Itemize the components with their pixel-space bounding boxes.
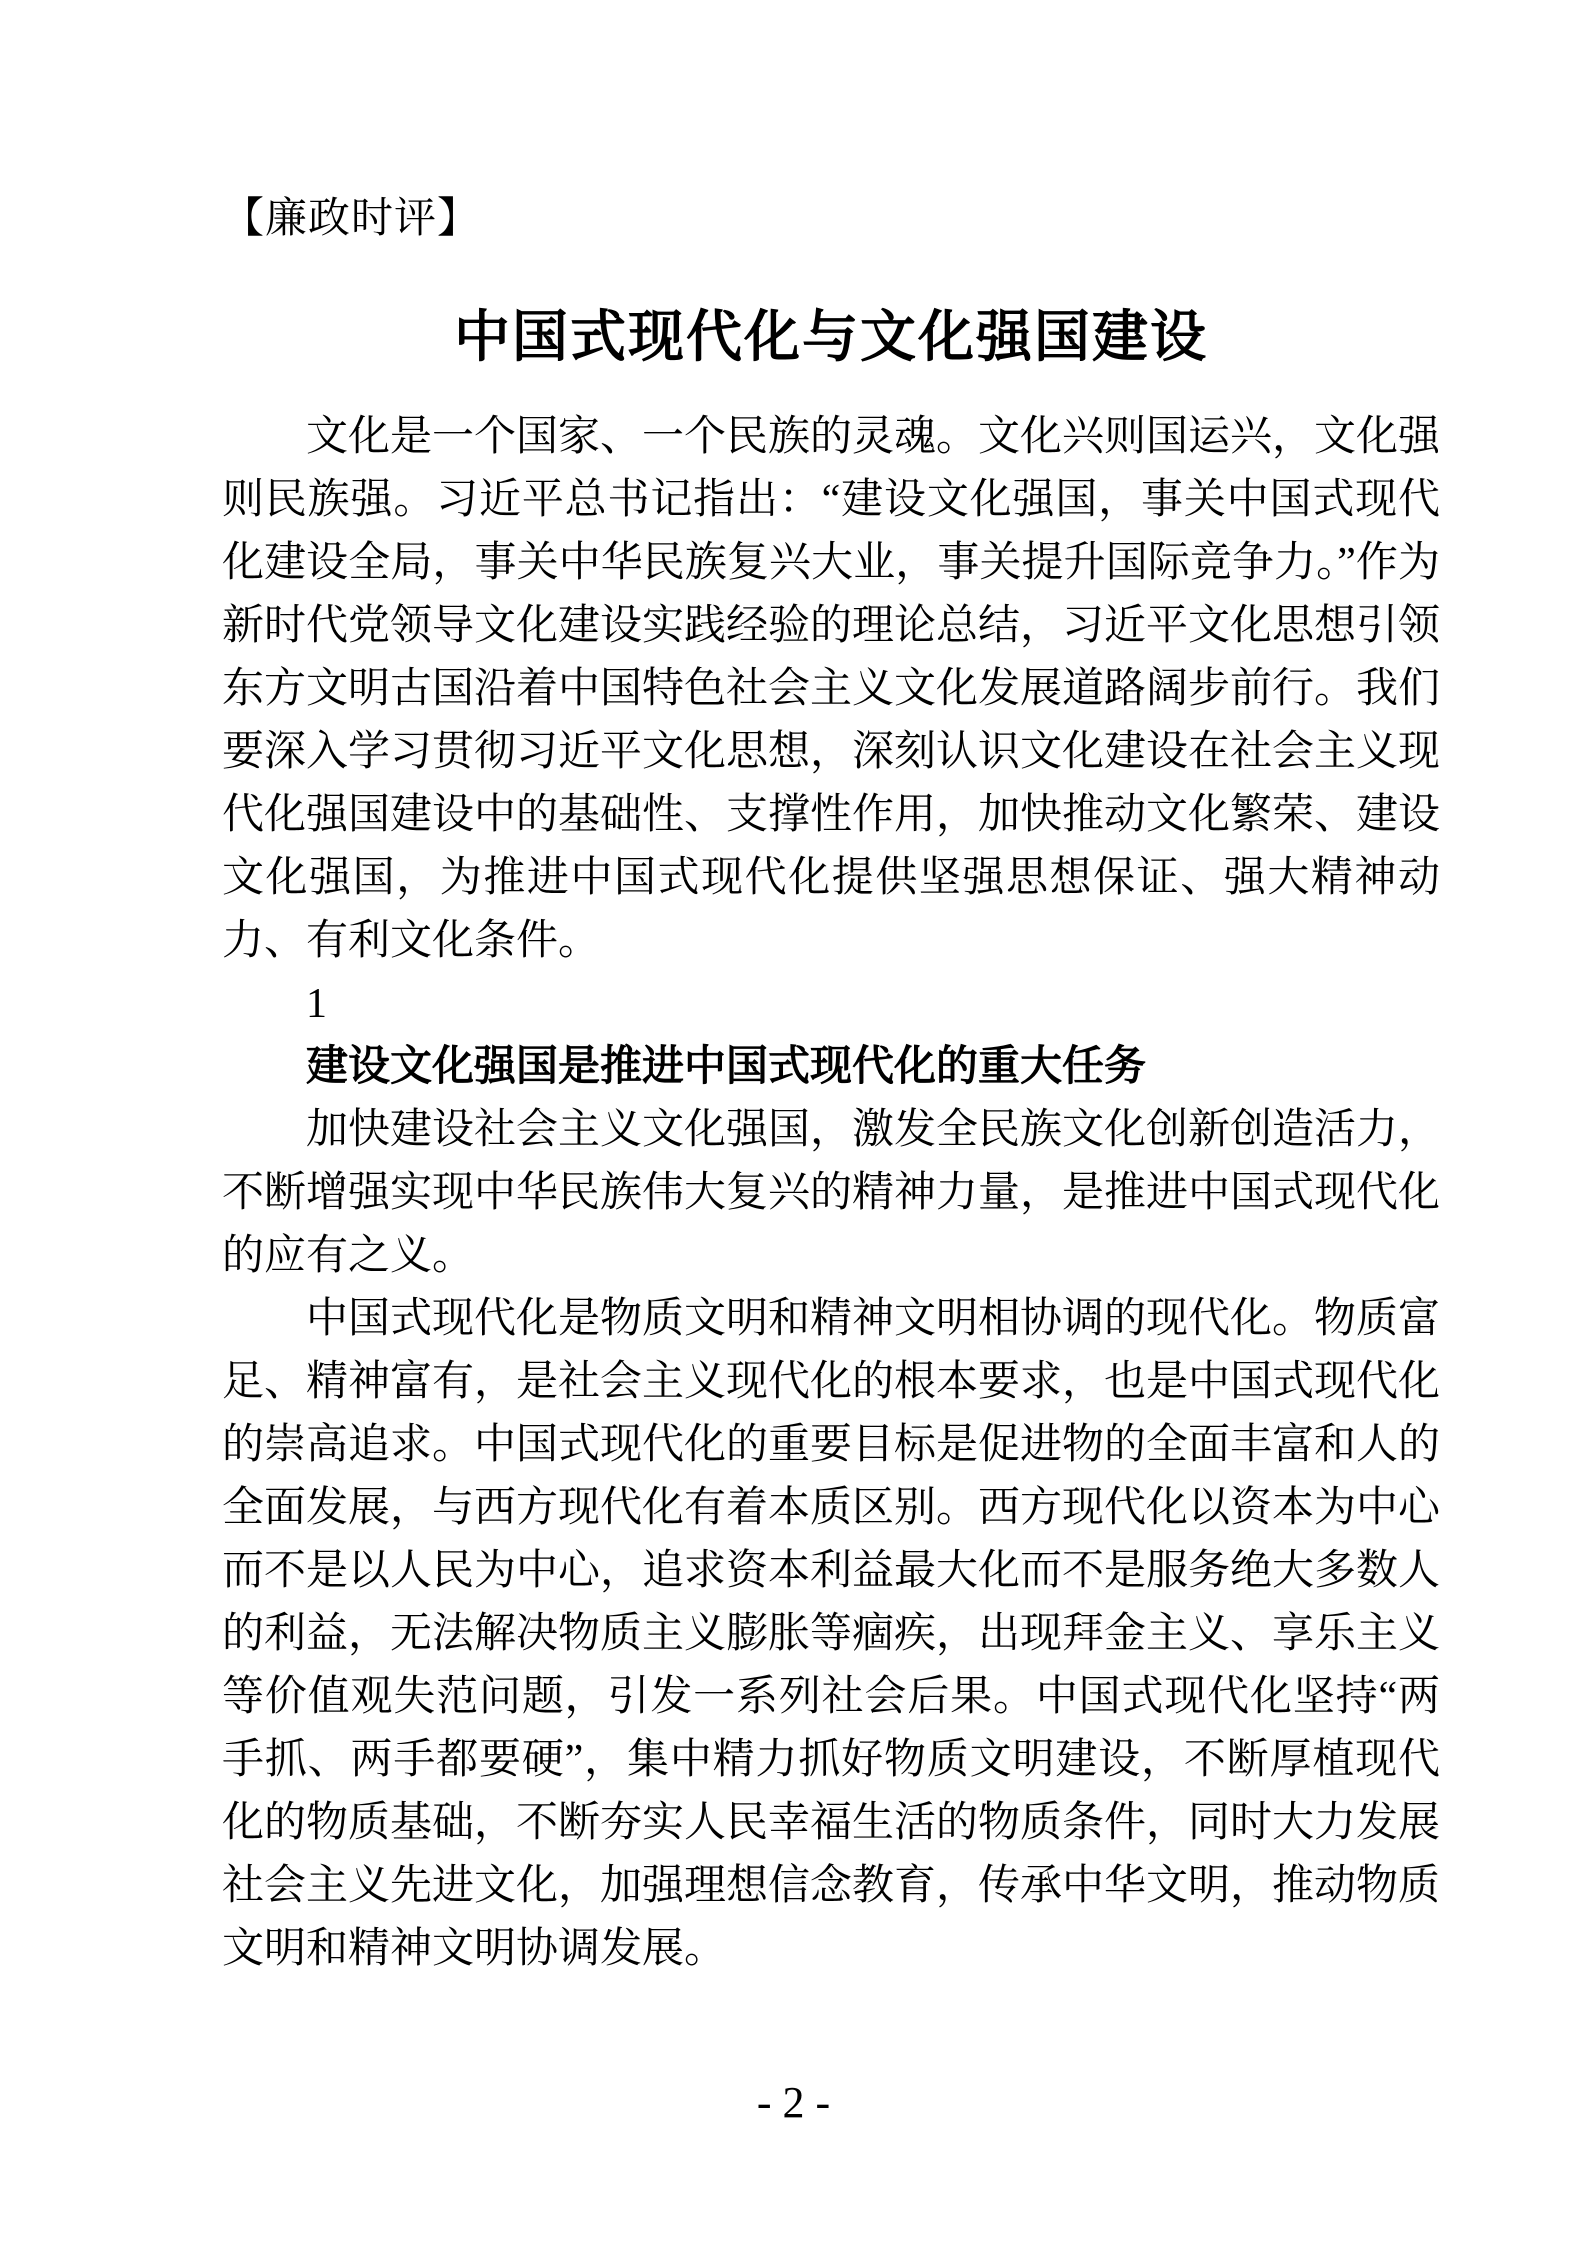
section-heading: 建设文化强国是推进中国式现代化的重大任务: [306, 1044, 1147, 1090]
section-number: 1: [306, 981, 327, 1027]
paragraph-intro: 文化是一个国家、一个民族的灵魂。文化兴则国运兴，文化强则民族强。习近平总书记指出：“建设文化强国，事关中国式现代化建设全局，事关中华民族复兴大业，事关提升国际竞争力。”作为新时代党领导文化建设实践经验的理论总结，习近平文化思想引领东方文明古国沿着中国特色社会主义文化发展道路阔步前行。我们要深入学习贯彻习近平文化思想，深刻认识文化建设在社会主义现代化强国建设中的基础性、支撑性作用，加快推动文化繁荣、建设文化强国，为推进中国式现代化提供坚强思想保证、强大精神动力、有利文化条件。: [222, 414, 1441, 964]
document-title: 中国式现代化与文化强国建设: [454, 307, 1208, 369]
document-body: [222, 406, 1440, 1981]
paragraph-section-lead: 加快建设社会主义文化强国，激发全民族文化创新创造活力，不断增强实现中华民族伟大复兴的精神力量，是推进中国式现代化的应有之义。: [222, 1107, 1441, 1279]
category-tag: 【廉政时评】: [222, 196, 481, 242]
paragraph-section-detail: 中国式现代化是物质文明和精神文明相协调的现代化。物质富足、精神富有，是社会主义现代化的根本要求，也是中国式现代化的崇高追求。中国式现代化的重要目标是促进物的全面丰富和人的全面发展，与西方现代化有着本质区别。西方现代化以资本为中心而不是以人民为中心，追求资本利益最大化而不是服务绝大多数人的利益，无法解决物质主义膨胀等痼疾，出现拜金主义、享乐主义等价值观失范问题，引发一系列社会后果。中国式现代化坚持“两手抓、两手都要硬”，集中精力抓好物质文明建设，不断厚植现代化的物质基础，不断夯实人民幸福生活的物质条件，同时大力发展社会主义先进文化，加强理想信念教育，传承中华文明，推动物质文明和精神文明协调发展。: [222, 1296, 1441, 1972]
page-number: - 2 -: [756, 2078, 831, 2127]
